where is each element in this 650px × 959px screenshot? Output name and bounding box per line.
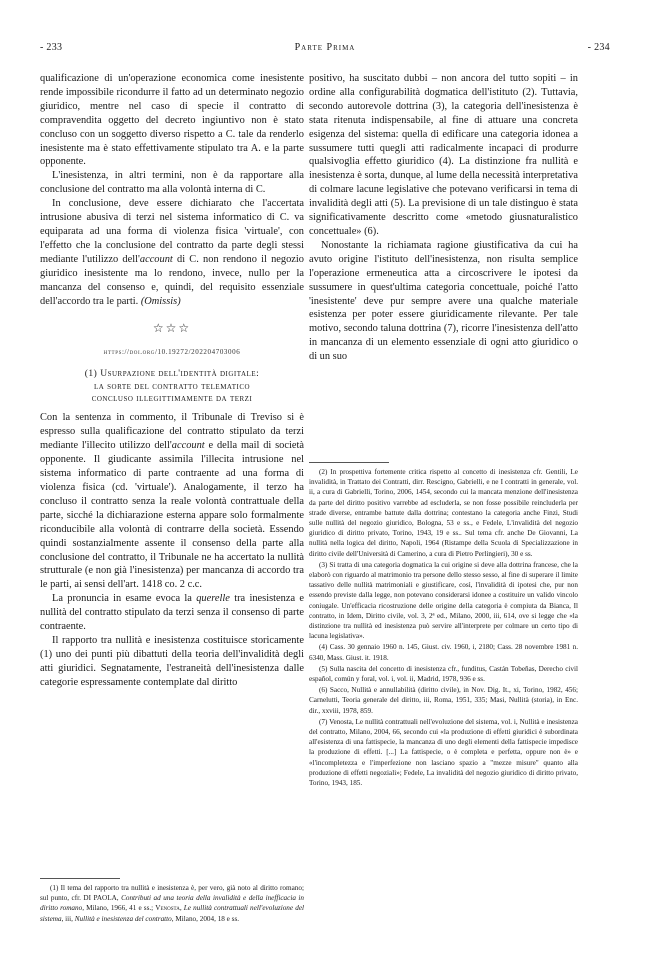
italic-title: Le nullità contrattuali nell'evoluzione del sistema (40, 904, 305, 923)
footnote-1 (40, 883, 304, 924)
omissis: (Omissis) (140, 295, 181, 307)
text-run: , (179, 904, 184, 913)
footnote-4: (4) Cass. 30 gennaio 1960 n. 145, Giust. civ. 1960, i, 2180; Cass. 28 novembre 1981 n. 6340, Mass. Giust. it. 1918. (309, 643, 578, 662)
paragraph: Il rapporto tra nullità e inesistenza costituisce storicamente (1) uno dei punti più dibattuti della teoria dell'invalidità degli atti giuridici. Segnatamente, l'estraneità dell'inesistenza dalle categorie espressamente contemplate dal diritto (40, 634, 304, 688)
italic-title: Contributi ad una teoria della invalidità e della inefficacia in diritto romano (40, 894, 304, 913)
text-run: , iii, (61, 914, 75, 923)
text-run: In conclusione, deve essere dichiarato che l'accertata intrusione abusiva di terzi nel sistema informatico di C. va equiparata ad una forma di violenza fisica 'virtuale', con l'effetto che la conclusione del contratto da parte degli stessi mediante l'utilizzo dell' (40, 198, 304, 265)
left-column (40, 72, 304, 690)
footnotes-left (40, 878, 304, 924)
text-run: La pronuncia in esame evoca la (52, 593, 197, 605)
italic-term: account (139, 253, 173, 265)
footnote-3: (3) Si tratta di una categoria dogmatica la cui origine si deve alla dottrina francese, che la elaborò con riguardo al matrimonio tra persone dello stesso sesso, al fine di superare il limite tassativo delle nullità matrimoniali e giustificare, così, l'invalidità di ipotesi che, pur non essendo previste dalla legge, non potevano considerarsi idonee a costituire un valido vincolo coniugale. Un'efficacia ricostruzione delle origine della categoria è compiuta da Bianca, Il contratto, in Idem, Diritto civile, vol. 3, 2ª ed., Milano, 2000, iii, 614, ove si legge che «la distinzione tra nullità ed inesistenza può servire all'interprete per colmare un certo tipo di lacuna legislativa». (309, 560, 578, 641)
text-run: Con la sentenza in commento, il Tribunale di Treviso si è espresso sulla qualificazione del contratto stipulato da terzi mediante l'illecito utilizzo dell' (40, 412, 304, 452)
text-run: tra inesistenza e nullità del contratto stipulato da terzi senza il consenso di parte contraente. (40, 593, 304, 633)
italic-term: querelle (196, 593, 230, 605)
running-head (40, 42, 610, 56)
text-run: e della mail di società opponente. Il giudicante assimila l'illecita intrusione nel sistema informatico di parte contraente ad una forma di violenza fisica (cd. 'virtuale'). Analogamente, il terzo ha concluso il contratto senza la reale volontà contrattuale della parte, sicché la dichiarazione esterna appare solo formalmente riconducibile alla volontà di contrarre della società. Essendo quindi sostanzialmente assente il consenso della parte alla conclusione del contratto, il Tribunale ne ha accertato la nullità strutturale (e non già l'inesistenza) per mancanza di accordo tra le parti, ai sensi dell'art. 1418 co. 2 c.c. (40, 440, 304, 591)
text-run: , Milano, 1966, 41 e ss.; (82, 904, 156, 913)
doi-link[interactable]: https://doi.org/10.19272/202204703006 (103, 348, 241, 357)
running-title: Parte Prima (294, 42, 356, 53)
footnote-5: (5) Sulla nascita del concetto di inesistenza cfr., funditus, Castán Tobeñas, Derecho civil español, común y foral, vol. i, vol. ii, Madrid, 1978, 936 e ss. (309, 664, 578, 684)
footnote-rule (40, 878, 120, 879)
section-heading (40, 368, 304, 405)
author-name: Venosta (155, 904, 180, 913)
footnote-7: (7) Venosta, Le nullità contrattuali nell'evoluzione del sistema, vol. i, Nullità e inesistenza del contratto, Milano, 2004, 66, secondo cui «la produzione di effetti giuridici è subordinata all'esistenza di una fattispecie, la mancanza di uno degli elementi della fattispecie impedisce la produzione di effetti. [...] La fattispecie, o è completa e perfetta, oppure non è» e «l'incompletezza e l'imperfezione non lasciano spazio a "mezze misure" quanto alla produzione di effetti negoziali»; Fedele, La invalidità del negozio giuridico di diritto privato, Torino, 1943, 185. (309, 717, 578, 788)
footnote-6: (6) Sacco, Nullità e annullabilità (diritto civile), in Nov. Dig. It., xi, Torino, 1982, 456; Carnelutti, Teoria generale del diritto, iii, Roma, 1951, 335; Masi, Nullità (storia), in Enc. dir., xxviii, 1978, 859. (309, 686, 578, 715)
paragraph: qualificazione di un'operazione economica come inesistente rende impossibile ricondurre il fatto ad un determinato negozio giuridico, mentre nel caso di specie il contratto di compravendita oggetto del decreto ingiuntivo non è stato concluso con un soggetto diverso rispetto a C. tale da renderlo inesistente ma è stato effettivamente stipulato tra A. e la parte opponente. (40, 73, 304, 168)
paragraph (40, 411, 304, 592)
text-run: di C. non rendono il negozio giuridico inesistente ma lo rendono, invece, nullo per la mancanza del consenso e, quindi, del requisito essenziale dell'accordo tra le parti. (40, 253, 304, 307)
paragraph: L'inesistenza, in altri termini, non è da rapportare alla conclusione del contratto ma alla volontà interna di C. (40, 170, 304, 196)
paragraph (40, 197, 304, 308)
italic-term: account (171, 440, 205, 452)
text-run: (1) Il tema del rapporto tra nullità e inesistenza è, per vero, già noto al diritto romano; sul punto, cfr. DI PAOLA, (40, 884, 304, 903)
paragraph: positivo, ha suscitato dubbi – non ancora del tutto sopiti – in ordine alla configurabilità dogmatica dell'istituto (2). Tuttavia, secondo autorevole dottrina (3), la categoria dell'inesistenza è stata ritenuta indispensabile, al fine di attuare una concreta esigenza del sistema: quella di edificare una categoria idonea a sussumere tutti quegli atti radicalmente incapaci di produrre qualsivoglia effetto giuridico (4). La distinzione fra nullità e inesistenza è sorta, dunque, al lume della necessità interpretativa di colmare lacune legislative che potevano verificarsi in tema di invalidità degli atti (5). La previsione di un tale distinguo è stata significativamente descritto come «metodo giusnaturalistico concettuale» (6). (309, 73, 578, 237)
section-heading-line: concluso illegittimamente da terzi (91, 394, 253, 405)
footnote-2: (2) In prospettiva fortemente critica rispetto al concetto di inesistenza cfr. Gentili, Le invalidità, in Trattato dei Contratti, dirr. Rescigno, Gabrielli, e ne I contratti in generale, vol. ii, a cura di Gabrielli, Torino, 2006, 1454, secondo cui la mancata menzione dell'inesistenza da parte del diritto positivo varrebbe ad escluderla, se non fosse possibile reincluderla per strade diverse, entrambe battute dalla dottrina; contestano la categoria anche Finzi, Studi sulle nullità del negozio giuridico, Bologna, 53 e ss., e Fedele, L'invalidità del negozio giuridico di diritto privato, Torino, 1943, 19 e ss.. Sul tema cfr. anche De Giovanni, La nullità nella logica del diritto, Napoli, 1964 (Ristampe della Scuola di Specializzazione in diritto civile dell'Università di Camerino, a cura di Pietro Perlingieri), 30 e ss. (309, 468, 578, 558)
page-number-right: - 234 (587, 42, 610, 53)
paragraph (40, 592, 304, 634)
section-heading-line: (1) Usurpazione dell'identità digitale: (84, 369, 260, 380)
italic-title: Nullità e inesistenza del contratto (74, 914, 172, 923)
text-run: , Milano, 2004, 18 e ss. (171, 914, 240, 923)
page-number-left: - 233 (40, 42, 63, 53)
right-column (309, 72, 578, 364)
footnotes-right (309, 462, 578, 788)
section-heading-line: la sorte del contratto telematico (93, 381, 251, 392)
paragraph: Nonostante la richiamata ragione giustificativa da cui ha avuto origine l'istituto dell'inesistenza, non risulta semplice l'operazione ermeneutica atta a circoscrivere le ipotesi da sussumere in quest'ultima categoria concettuale, poiché l'atto 'inesistente' deve pur sempre avere una qualche materiale esistenza per poter essere giuridicamente rilevante. Per tale motivo, secondo taluna dottrina (7), ricorre l'inesistenza dell'atto in mancanza di un elemento essenziale di ogni atto giuridico o di un suo (309, 239, 578, 363)
footnote-rule (309, 462, 389, 463)
section-separator-stars: ☆☆☆ (152, 321, 192, 336)
